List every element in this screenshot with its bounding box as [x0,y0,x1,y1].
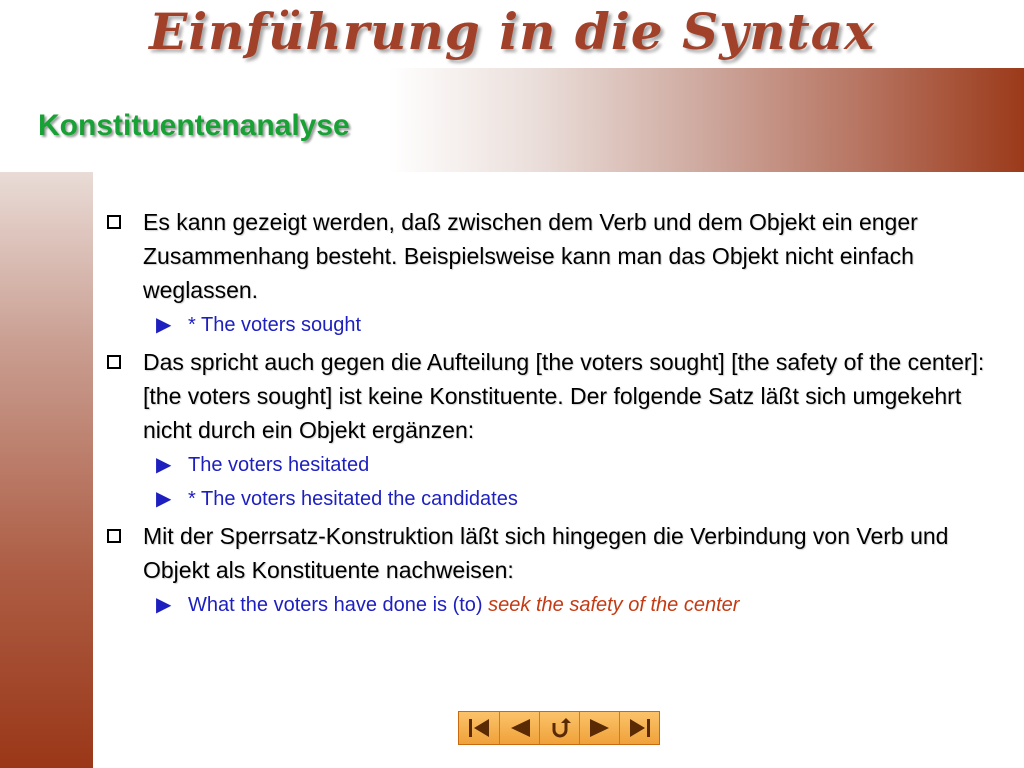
triangle-bullet-icon: ▶ [156,454,172,476]
square-bullet-icon [107,529,121,543]
sub-bullet-item [103,451,1003,479]
sub-bullet-text: The voters hesitated [188,454,370,476]
previous-slide-button[interactable] [499,712,539,744]
first-slide-button[interactable] [459,712,499,744]
bullet-item [103,205,1003,307]
first-slide-icon [466,717,492,739]
slide-navigation [458,711,660,745]
sub-bullet-text: * The voters hesitated the candidates [188,488,518,510]
return-button[interactable] [539,712,579,744]
triangle-bullet-icon: ▶ [156,314,172,336]
sub-bullet-emphasis: seek the safety of the center [488,594,740,616]
bullet-text: Das spricht auch gegen die Aufteilung [the voters sought] [the safety of the center]: [the voters sought] ist keine Konstituente. Der folgende Satz läßt sich umgekehrt nicht durch ein Objekt ergänzen: [143,349,985,443]
previous-slide-icon [507,717,533,739]
left-gradient-bar [0,68,93,768]
triangle-bullet-icon: ▶ [156,594,172,616]
square-bullet-icon [107,215,121,229]
next-slide-icon [587,717,613,739]
last-slide-button[interactable] [619,712,659,744]
sub-bullet-text: * The voters sought [188,314,362,336]
sub-bullet-item [103,485,1003,513]
bullet-item [103,519,1003,587]
sub-bullet-item [103,311,1003,339]
last-slide-icon [627,717,653,739]
bullet-item [103,345,1003,447]
return-icon [547,717,573,739]
bullet-text: Mit der Sperrsatz-Konstruktion läßt sich hingegen die Verbindung von Verb und Objekt als Konstituente nachweisen: [143,523,949,583]
square-bullet-icon [107,355,121,369]
next-slide-button[interactable] [579,712,619,744]
triangle-bullet-icon: ▶ [156,488,172,510]
sub-bullet-item [103,591,1003,619]
sub-bullet-text: What the voters have done is (to) [188,594,489,616]
slide-title: Konstituentenanalyse [38,109,350,142]
bullet-text: Es kann gezeigt werden, daß zwischen dem Verb und dem Objekt ein enger Zusammenhang besteht. Beispielsweise kann man das Objekt nicht einfach weglassen. [143,209,918,303]
slide-content [103,205,1003,625]
header-title: Einführung in die Syntax [149,2,875,61]
